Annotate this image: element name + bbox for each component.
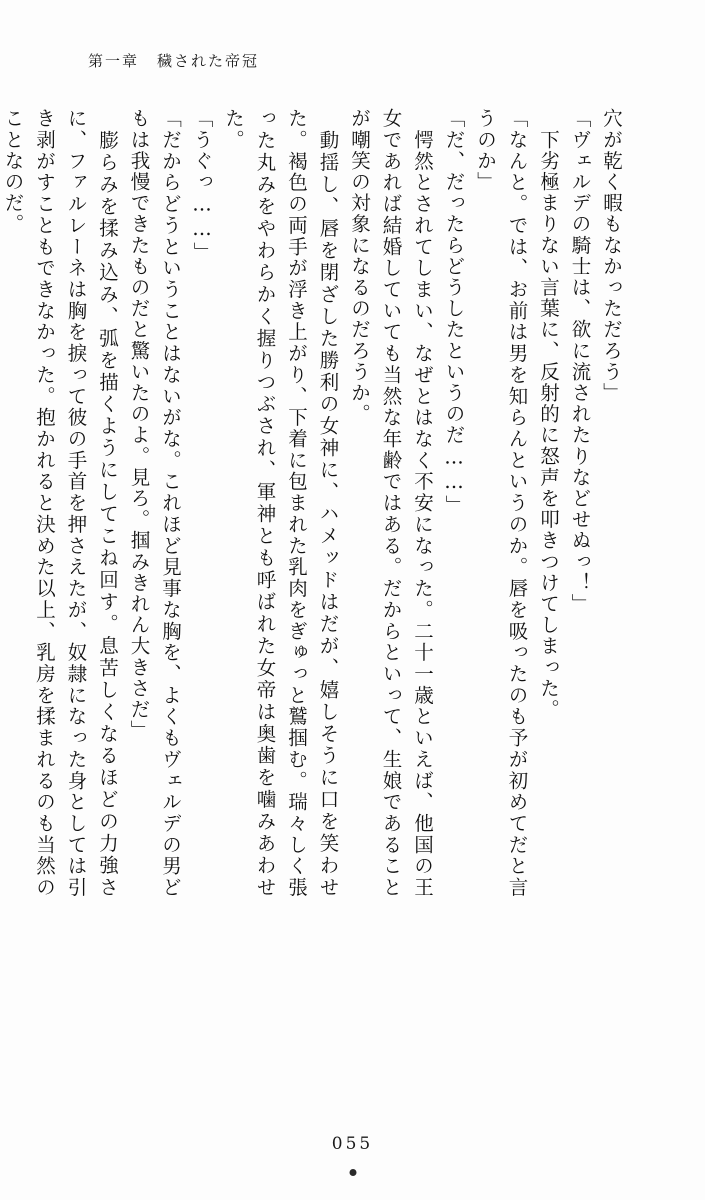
paragraph: 愕然とされてしまい、なぜとはなく不安になった。二十一歳といえば、他国の王女であれば結婚していても当然な年齢ではある。だからといって、生娘であることが嘲笑の対象になるのだろうか。 [348,108,434,898]
running-head [88,50,259,71]
page-number: 055 [331,1134,374,1154]
paragraph: 「うぐっ……」 [190,108,214,263]
paragraph: 「ヴェルデの騎士は、欲に流されたりなどせぬっ！」 [568,108,592,615]
paragraph: 下劣極まりない言葉に、反射的に怒声を叩きつけてしまった。 [537,108,560,720]
paragraph: 「なんと。では、お前は男を知らんというのか。唇を吸ったのも予が初めてだと言うのか」 [474,108,529,898]
body-text [1,108,627,898]
footer-mark-icon [349,1169,356,1176]
paragraph: 膨らみを揉み込み、弧を描くようにしてこね回す。息苦しくなるほどの力強さに、ファルレーネは胸を捩って彼の手首を押さえたが、奴隷になった身としては引き剥がすこともできなかった。抱かれると決めた以上、乳房を揉まれるのも当然のことなのだ。 [1,108,119,898]
paragraph: 「だ、だったらどうしたというのだ……」 [442,108,466,516]
chapter-number: 第一章 [88,52,140,70]
paragraph: 穴が乾く暇もなかっただろう」 [600,108,623,404]
paragraph: 動揺し、唇を閉ざした勝利の女神に、ハメッドはだが、嬉しそうに口を笑わせた。褐色の両手が浮き上がり、下着に包まれた乳肉をぎゅっと鷲掴む。瑞々しく張った丸みをやわらかく握りつぶされ、軍神とも呼ばれた女帝は奥歯を噛みあわせた。 [222,108,340,898]
paragraph: 「だからどうということはないがな。これほど見事な胸を、よくもヴェルデの男どもは我慢できたものだと驚いたのよ。見ろ。掴みきれん大きさだ」 [127,108,182,898]
chapter-title: 穢された帝冠 [157,52,260,70]
